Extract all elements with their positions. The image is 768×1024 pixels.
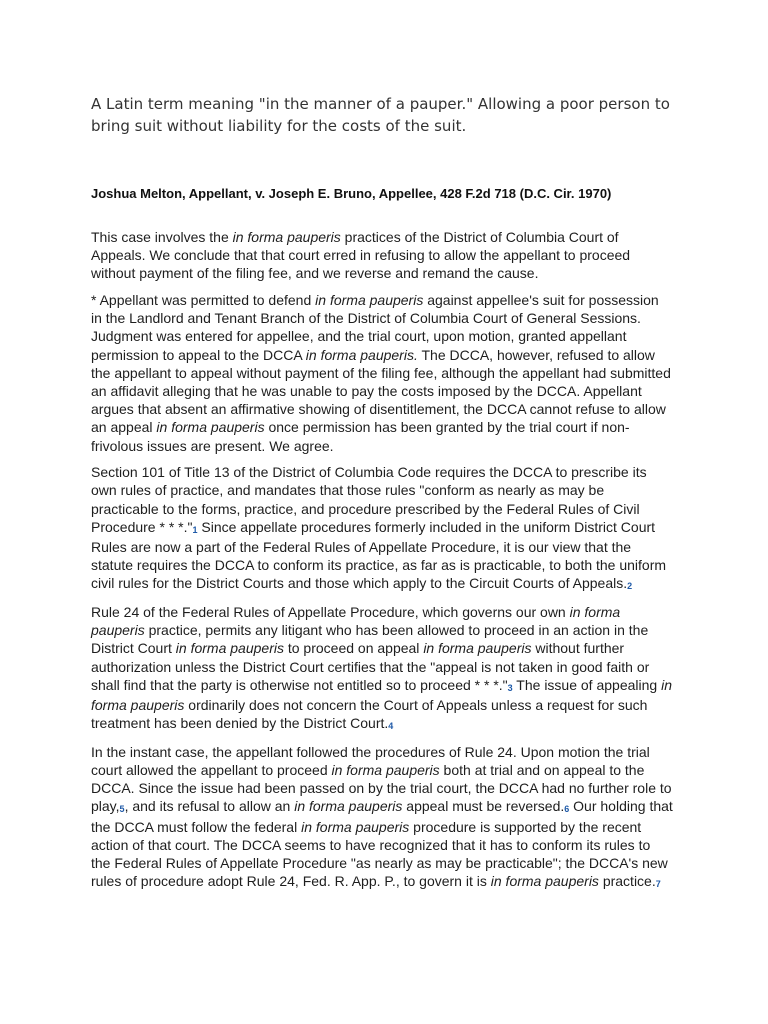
latin-term: in forma pauperis bbox=[294, 798, 403, 815]
definition-text: A Latin term meaning "in the manner of a pauper." Allowing a poor person to bring suit without liability for the costs of the suit. bbox=[91, 95, 670, 135]
footnote-link-1[interactable]: 1 bbox=[192, 524, 198, 535]
paragraph-2: * Appellant was permitted to defend in forma pauperis against appellee's suit for possession in the Landlord and Tenant Branch of the District of Columbia Court of General Sessions. Judgment was entered for appellee, and the trial court, upon motion, granted appellant permission to appeal to the DCCA in forma pauperis. The DCCA, however, refused to allow the appellant to appeal without payment of the filing fee, although the appellant had submitted an affidavit alleging that he was unable to pay the costs imposed by the DCCA. Appellant argues that absent an affirmative showing of disentitlement, the DCCA cannot refuse to allow an appeal in forma pauperis once permission has been granted by the trial court if non-frivolous issues are present. We agree. bbox=[91, 292, 671, 454]
footnote-link-2[interactable]: 2 bbox=[627, 581, 633, 592]
latin-term: in forma pauperis bbox=[232, 229, 341, 245]
latin-term: in forma pauperis bbox=[175, 640, 284, 657]
latin-term: in forma pauperis bbox=[156, 419, 265, 436]
footnote-link-5[interactable]: 5 bbox=[119, 804, 125, 815]
latin-term: in forma pauperis bbox=[301, 818, 410, 835]
latin-term: in forma pauperis bbox=[315, 292, 424, 308]
opinion-body bbox=[91, 228, 673, 901]
paragraph-5: In the instant case, the appellant followed the procedures of Rule 24. Upon motion the trial court allowed the appellant to proceed in forma pauperis both at trial and on appeal to the DCCA. Since the issue had been passed on by the trial court, the DCCA had no further role to play,5, and its refusal to allow an in forma pauperis appeal must be reversed.6 Our holding that the DCCA must follow the federal in forma pauperis procedure is supported by the recent action of that court. The DCCA seems to have recognized that it has to conform its rules to the Federal Rules of Appellate Procedure "as nearly as may be practicable"; the DCCA's new rules of procedure adopt Rule 24, Fed. R. App. P., to govern it is in forma pauperis practice.7 bbox=[91, 743, 673, 890]
paragraph-3: Section 101 of Title 13 of the District of Columbia Code requires the DCCA to prescribe its own rules of practice, and mandates that those rules "conform as nearly as may be practicable to the forms, practice, and procedure prescribed by the Federal Rules of Civil Procedure * * *."1 Since appellate procedures formerly included in the uniform District Court Rules are now a part of the Federal Rules of Appellate Procedure, it is our view that the statute requires the DCCA to conform its practice, as far as is practicable, to both the uniform civil rules for the District Courts and those which apply to the Circuit Courts of Appeals.2 bbox=[91, 464, 667, 592]
case-title: Joshua Melton, Appellant, v. Joseph E. Bruno, Appellee, 428 F.2d 718 (D.C. Cir. 1970) bbox=[91, 186, 612, 201]
footnote-link-6[interactable]: 6 bbox=[564, 804, 570, 815]
footnote-link-4[interactable]: 4 bbox=[388, 721, 394, 732]
latin-term: in forma pauperis. bbox=[305, 346, 418, 363]
latin-term: in forma pauperis bbox=[91, 676, 672, 714]
latin-term: in forma pauperis bbox=[91, 604, 621, 639]
latin-term: in forma pauperis bbox=[490, 873, 599, 890]
paragraph-4: Rule 24 of the Federal Rules of Appellate Procedure, which governs our own in forma pauperis practice, permits any litigant who has been allowed to proceed in an action in the District Court in forma pauperis to proceed on appeal in forma pauperis without further authorization unless the District Court certifies that the "appeal is not taken in good faith or shall find that the party is otherwise not entitled so to proceed * * *."3 The issue of appealing in forma pauperis ordinarily does not concern the Court of Appeals unless a request for such treatment has been denied by the District Court.4 bbox=[91, 604, 672, 732]
latin-term: in forma pauperis bbox=[423, 640, 532, 657]
paragraph-1: This case involves the in forma pauperis practices of the District of Columbia Court of Appeals. We conclude that that court erred in refusing to allow the appellant to proceed without payment of the filing fee, and we reverse and remand the cause. bbox=[91, 229, 631, 282]
footnote-link-3[interactable]: 3 bbox=[507, 682, 513, 693]
latin-term: in forma pauperis bbox=[331, 762, 440, 779]
footnote-link-7[interactable]: 7 bbox=[655, 879, 661, 890]
